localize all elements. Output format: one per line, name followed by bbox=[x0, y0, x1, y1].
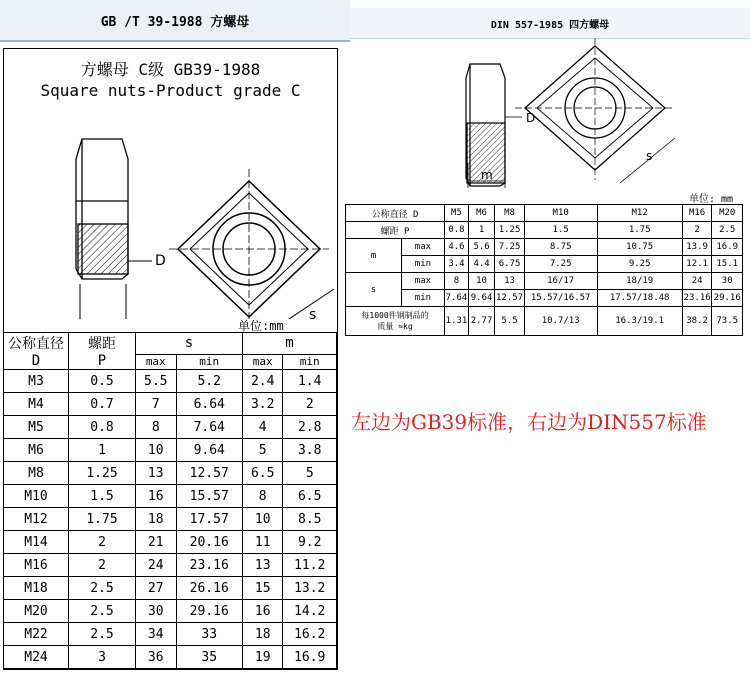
table-cell: 1.31 bbox=[445, 307, 469, 336]
table-cell: 73.5 bbox=[712, 307, 743, 336]
table-cell: 16.9 bbox=[283, 646, 337, 669]
table-cell: 6.64 bbox=[176, 393, 242, 416]
col-nominal bbox=[4, 333, 69, 370]
table-cell: 10 bbox=[136, 439, 177, 462]
table-cell: 9.64 bbox=[176, 439, 242, 462]
table-cell: 24 bbox=[136, 554, 177, 577]
top-view bbox=[169, 169, 334, 319]
table-cell bbox=[346, 307, 445, 336]
col-s-max: max bbox=[136, 354, 177, 369]
table-row bbox=[4, 577, 337, 600]
left-unit: 单位:mm bbox=[238, 319, 284, 333]
table-cell: 11 bbox=[242, 531, 283, 554]
din-dim-label-m: m bbox=[481, 168, 493, 182]
table-cell: M5 bbox=[445, 205, 469, 222]
table-cell: 3.8 bbox=[283, 439, 337, 462]
table-cell: 18 bbox=[136, 508, 177, 531]
table-cell: 6.5 bbox=[242, 462, 283, 485]
din557-rows bbox=[346, 205, 743, 336]
table-cell: 13.9 bbox=[682, 239, 712, 256]
table-cell: 3 bbox=[69, 646, 136, 669]
din557-table bbox=[345, 204, 743, 336]
din-dim-label-D: D bbox=[526, 111, 536, 125]
table-cell: 30 bbox=[136, 600, 177, 623]
table-cell: M3 bbox=[4, 370, 69, 393]
table-cell: M14 bbox=[4, 531, 69, 554]
table-cell: 4 bbox=[242, 416, 283, 439]
table-cell: 7.25 bbox=[495, 239, 525, 256]
table-cell: M12 bbox=[4, 508, 69, 531]
table-cell: 16/17 bbox=[524, 273, 597, 290]
table-cell: 13 bbox=[495, 273, 525, 290]
table-cell: 5.5 bbox=[136, 370, 177, 393]
title-cn: 方螺母 C级 GB39-1988 bbox=[80, 60, 261, 79]
table-cell: M20 bbox=[712, 205, 743, 222]
table-cell: 9.25 bbox=[597, 256, 682, 273]
col-nominal-sym: D bbox=[31, 353, 41, 369]
table-cell: 1.75 bbox=[597, 222, 682, 239]
table-cell: 21 bbox=[136, 531, 177, 554]
gb39-table bbox=[3, 332, 337, 669]
table-cell: 30 bbox=[712, 273, 743, 290]
table-cell: 23.16 bbox=[682, 290, 712, 307]
table-cell: 8.75 bbox=[524, 239, 597, 256]
table-cell: 18/19 bbox=[597, 273, 682, 290]
table-cell: 8 bbox=[445, 273, 469, 290]
table-cell: M24 bbox=[4, 646, 69, 669]
table-row bbox=[346, 307, 743, 336]
table-cell: 17.57/18.48 bbox=[597, 290, 682, 307]
table-cell: 7.25 bbox=[524, 256, 597, 273]
table-cell: 1 bbox=[69, 439, 136, 462]
table-cell: M6 bbox=[468, 205, 494, 222]
table-cell: 19 bbox=[242, 646, 283, 669]
table-cell: 18 bbox=[242, 623, 283, 646]
table-cell: 14.2 bbox=[283, 600, 337, 623]
left-header bbox=[0, 0, 350, 42]
table-row bbox=[4, 462, 337, 485]
table-cell: M5 bbox=[4, 416, 69, 439]
table-cell: 8 bbox=[242, 485, 283, 508]
table-row bbox=[346, 256, 743, 273]
table-cell: s bbox=[346, 273, 402, 307]
table-cell: 1.75 bbox=[69, 508, 136, 531]
right-header-text: DIN 557-1985 四方螺母 bbox=[490, 19, 610, 31]
table-cell: min bbox=[401, 256, 444, 273]
table-cell: 9.64 bbox=[468, 290, 494, 307]
table-cell: 2 bbox=[283, 393, 337, 416]
standards-note: 左边为GB39标准，右边为DIN557标准 bbox=[351, 410, 707, 434]
dim-label-D: D bbox=[155, 253, 166, 269]
table-cell: 7.64 bbox=[176, 416, 242, 439]
table-cell: 4.4 bbox=[468, 256, 494, 273]
table-cell: M10 bbox=[524, 205, 597, 222]
din-dim-label-s: s bbox=[646, 149, 653, 163]
title-en: Square nuts-Product grade C bbox=[40, 81, 301, 100]
table-cell: 35 bbox=[176, 646, 242, 669]
table-cell: 13 bbox=[136, 462, 177, 485]
table-cell: 8.5 bbox=[283, 508, 337, 531]
table-cell: 5.2 bbox=[176, 370, 242, 393]
table-cell: 1.4 bbox=[283, 370, 337, 393]
table-cell: 2.8 bbox=[283, 416, 337, 439]
table-cell: M6 bbox=[4, 439, 69, 462]
table-cell: 16 bbox=[136, 485, 177, 508]
table-cell: 8 bbox=[136, 416, 177, 439]
table-cell: 5 bbox=[283, 462, 337, 485]
table-row bbox=[346, 290, 743, 307]
table-cell: 1.5 bbox=[524, 222, 597, 239]
table-row bbox=[346, 239, 743, 256]
table-cell: 26.16 bbox=[176, 577, 242, 600]
table-cell: 7 bbox=[136, 393, 177, 416]
table-row bbox=[4, 439, 337, 462]
table-row bbox=[4, 554, 337, 577]
table-cell: M18 bbox=[4, 577, 69, 600]
table-cell: 公称直径 D bbox=[346, 205, 445, 222]
table-cell: M4 bbox=[4, 393, 69, 416]
col-pitch-label: 螺距 bbox=[88, 336, 116, 352]
table-cell: 15.1 bbox=[712, 256, 743, 273]
table-cell: M8 bbox=[495, 205, 525, 222]
table-cell: 13 bbox=[242, 554, 283, 577]
table-cell: 0.8 bbox=[69, 416, 136, 439]
table-cell: 0.8 bbox=[445, 222, 469, 239]
col-pitch-sym: P bbox=[97, 353, 107, 369]
table-cell: 2 bbox=[69, 554, 136, 577]
table-cell: 5 bbox=[242, 439, 283, 462]
weight-label-1: 每1000件钢制品的 bbox=[361, 311, 429, 320]
table-cell: M12 bbox=[597, 205, 682, 222]
table-cell: 12.57 bbox=[176, 462, 242, 485]
table-cell: 2.5 bbox=[712, 222, 743, 239]
table-cell: M16 bbox=[4, 554, 69, 577]
table-cell: 29.16 bbox=[176, 600, 242, 623]
table-cell: 10.75 bbox=[597, 239, 682, 256]
left-header-text: GB /T 39-1988 方螺母 bbox=[100, 14, 250, 30]
table-row bbox=[4, 623, 337, 646]
weight-label-2: 质量 ≈kg bbox=[377, 322, 413, 331]
table-cell: 2.5 bbox=[69, 623, 136, 646]
table-row bbox=[4, 600, 337, 623]
table-row bbox=[346, 222, 743, 239]
table-row bbox=[4, 485, 337, 508]
table-cell: M10 bbox=[4, 485, 69, 508]
table-cell: 2.77 bbox=[468, 307, 494, 336]
table-cell: 16.3/19.1 bbox=[597, 307, 682, 336]
side-view bbox=[76, 139, 152, 319]
table-cell: 1.5 bbox=[69, 485, 136, 508]
table-cell: 36 bbox=[136, 646, 177, 669]
col-pitch bbox=[69, 333, 136, 370]
gb39-rows bbox=[4, 370, 337, 669]
table-cell: 10.7/13 bbox=[524, 307, 597, 336]
table-cell: 1.25 bbox=[495, 222, 525, 239]
table-cell: 9.2 bbox=[283, 531, 337, 554]
table-cell: 15 bbox=[242, 577, 283, 600]
din-side-view bbox=[466, 64, 522, 188]
col-s-min: min bbox=[176, 354, 242, 369]
table-cell: 38.2 bbox=[682, 307, 712, 336]
col-m-max: max bbox=[242, 354, 283, 369]
table-row bbox=[346, 273, 743, 290]
table-cell: 13.2 bbox=[283, 577, 337, 600]
table-row bbox=[4, 393, 337, 416]
table-cell: 16 bbox=[242, 600, 283, 623]
table-cell: 12.57 bbox=[495, 290, 525, 307]
table-cell: 33 bbox=[176, 623, 242, 646]
table-cell: min bbox=[401, 290, 444, 307]
table-cell: 3.2 bbox=[242, 393, 283, 416]
col-s: s bbox=[136, 333, 243, 355]
table-cell: M16 bbox=[682, 205, 712, 222]
table-cell: 螺距 P bbox=[346, 222, 445, 239]
table-cell: 29.16 bbox=[712, 290, 743, 307]
col-m-min: min bbox=[283, 354, 337, 369]
table-row bbox=[4, 370, 337, 393]
table-cell: 7.64 bbox=[445, 290, 469, 307]
gb39-panel bbox=[3, 48, 338, 670]
col-nominal-label: 公称直径 bbox=[8, 336, 64, 352]
table-cell: M20 bbox=[4, 600, 69, 623]
table-row bbox=[4, 531, 337, 554]
table-cell: 0.5 bbox=[69, 370, 136, 393]
table-cell: 0.7 bbox=[69, 393, 136, 416]
table-cell: 10 bbox=[242, 508, 283, 531]
table-cell: 12.1 bbox=[682, 256, 712, 273]
table-cell: 6.5 bbox=[283, 485, 337, 508]
table-cell: 2.4 bbox=[242, 370, 283, 393]
table-cell: M22 bbox=[4, 623, 69, 646]
table-cell: 20.16 bbox=[176, 531, 242, 554]
table-cell: 27 bbox=[136, 577, 177, 600]
table-cell: M8 bbox=[4, 462, 69, 485]
right-header bbox=[350, 8, 750, 39]
table-cell: m bbox=[346, 239, 402, 273]
table-row bbox=[4, 416, 337, 439]
table-row bbox=[4, 508, 337, 531]
table-cell: 6.75 bbox=[495, 256, 525, 273]
table-row bbox=[4, 646, 337, 669]
table-cell: 5.5 bbox=[495, 307, 525, 336]
table-cell: 1.25 bbox=[69, 462, 136, 485]
table-cell: 2 bbox=[69, 531, 136, 554]
table-cell: 15.57 bbox=[176, 485, 242, 508]
table-cell: 4.6 bbox=[445, 239, 469, 256]
table-cell: 23.16 bbox=[176, 554, 242, 577]
table-row bbox=[346, 205, 743, 222]
table-cell: max bbox=[401, 273, 444, 290]
table-cell: max bbox=[401, 239, 444, 256]
table-cell: 2 bbox=[682, 222, 712, 239]
col-m: m bbox=[242, 333, 336, 355]
din557-drawing bbox=[350, 38, 750, 203]
table-cell: 16.2 bbox=[283, 623, 337, 646]
table-cell: 24 bbox=[682, 273, 712, 290]
table-cell: 5.6 bbox=[468, 239, 494, 256]
table-cell: 11.2 bbox=[283, 554, 337, 577]
gb39-drawing bbox=[4, 109, 337, 319]
table-cell: 1 bbox=[468, 222, 494, 239]
table-cell: 15.57/16.57 bbox=[524, 290, 597, 307]
table-cell: 10 bbox=[468, 273, 494, 290]
table-cell: 2.5 bbox=[69, 600, 136, 623]
table-cell: 16.9 bbox=[712, 239, 743, 256]
table-cell: 34 bbox=[136, 623, 177, 646]
table-cell: 17.57 bbox=[176, 508, 242, 531]
dim-label-s: s bbox=[309, 307, 317, 319]
right-unit: 单位: mm bbox=[689, 194, 734, 205]
table-cell: 3.4 bbox=[445, 256, 469, 273]
table-cell: 2.5 bbox=[69, 577, 136, 600]
